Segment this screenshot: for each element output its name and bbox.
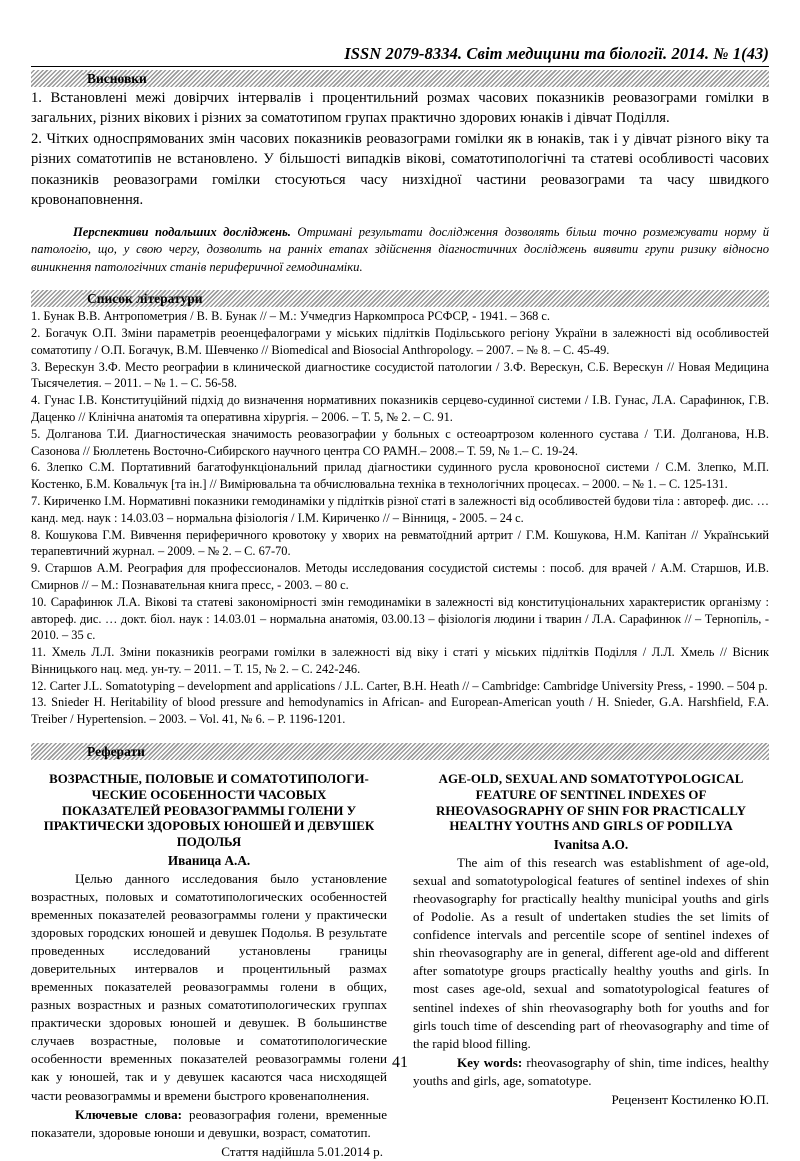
section-bar-conclusions-label: Висновки: [83, 70, 151, 87]
reference-item: 7. Кириченко І.М. Нормативні показники гемодинаміки у підлітків різної статі в залежності від особливостей будови тіла : автореф. дис. … канд. мед. наук : 14.03.03 – нормальна фізіологія / І.М. Кириченко // – Вінниця, - 2005. – 24 с.: [31, 493, 769, 525]
section-bar-abstracts-label: Реферати: [83, 743, 149, 760]
reference-item: 1. Бунак В.В. Антропометрия / В. В. Бунак // – М.: Учмедгиз Наркомпроса РСФСР, - 1941. – 368 с.: [31, 309, 551, 324]
abstract-en-author: Ivanitsa A.O.: [553, 837, 629, 853]
reference-item: 12. Carter J.L. Somatotyping – development and applications / J.L. Carter, B.H. Heath // – Cambridge: Cambridge University Press, - 1990. – 504 p.: [31, 678, 768, 693]
conclusions-list: [31, 88, 769, 211]
abstract-ru-body: Целью данного исследования было установление возрастных, половых и соматотипологических особенностей временных показателей реовазограммы голени у практически здоровых городских юношей и девушек Подолья. В результате проведенных исследований установлены границы доверительных интервалов и процентильный размах временных показателей реовазограммы голени в общих, разных возрастных и разных соматотипологических группах практически здоровых юношей и девушек. В большинстве случаев возрастные, половые и соматотипологические особенности временных показателей реовазограммы голени как у юношей, так и у девушек касаются часа нисходящей части реовазограммы и времени быстрого кровенаполнения.: [31, 870, 387, 1103]
running-head-rule: [31, 66, 769, 67]
section-bar-references-label: Список літератури: [83, 290, 207, 307]
abstract-en-keywords-text: rheovasography of shin, time indices, healthy youths and girls, age, somatotype.: [413, 1054, 770, 1088]
abstract-en-title: AGE-OLD, SEXUAL AND SOMATOTYPOLOGICAL FEATURE OF SENTINEL INDEXES OF RHEOVASOGRAPHY OF SHIN FOR PRACTICALLY HEALTHY YOUTHS AND GIRLS OF PODILLYA: [436, 772, 746, 834]
reference-item: 10. Сарафинюк Л.А. Вікові та статеві закономірності змін гемодинаміки в залежності від конституціональних характеристик організму : автореф. дис. … докт. біол. наук : 14.03.01 – нормальна анатомія, 03.00.13 – фізіологія людини і тварин / Л.А. Сарафинюк // – Тернопіль, - 2010. – 35 с.: [31, 594, 769, 643]
perspectives-paragraph: [31, 224, 769, 278]
page-number: 41: [392, 1054, 408, 1071]
page-content: [31, 44, 769, 1161]
running-head: ISSN 2079-8334. Світ медицини та біології. 2014. № 1(43): [344, 44, 769, 63]
reference-item: 13. Snieder H. Heritability of blood pressure and hemodynamics in African- and European-American youth / H. Snieder, G.A. Harshfield, F.A. Treiber / Hypertension. – 2003. – Vol. 41, № 6. – P. 1196-1201.: [31, 695, 769, 727]
reference-item: 8. Кошукова Г.М. Вивчення периферичного кровотоку у хворих на ревматоїдний артрит / Г.М. Кошукова, Н.М. Капітан // Український терапевтичний журнал. – 2009. – № 2. – С. 67-70.: [31, 527, 769, 559]
reference-item: 5. Долганова Т.И. Диагностическая значимость реовазографии у больных с остеоартрозом коленного сустава / Т.И. Долганова, Н.В. Сазонова // Бюллетень Восточно-Сибирского научного центра СО РАМН.– 2008.– Т. 59, № 1.– С. 19-24.: [31, 426, 769, 458]
abstract-en-keywords-label: Key words:: [457, 1054, 523, 1070]
abstract-english: [413, 772, 769, 1161]
abstract-ru-keywords-label: Ключевые слова:: [75, 1106, 183, 1122]
section-bar-references: [31, 290, 769, 307]
abstract-russian: [31, 772, 387, 1161]
section-bar-abstracts: [31, 743, 769, 760]
reference-item: 9. Старшов А.М. Реография для профессионалов. Методы исследования сосудистой системы : пособ. для врачей / А.М. Старшов, И.В. Смирнов // – М.: Познавательная книга пресс, - 2003. – 80 с.: [31, 561, 769, 592]
abstract-ru-title: ВОЗРАСТНЫЕ, ПОЛОВЫЕ И СОМАТОТИПОЛОГИ-ЧЕСКИЕ ОСОБЕННОСТИ ЧАСОВЫХ ПОКАЗАТЕЛЕЙ РЕОВАЗОГРАММЫ ГОЛЕНИ У ПРАКТИЧЕСКИ ЗДОРОВЫХ ЮНОШЕЙ И ДЕВУШЕК ПОДОЛЬЯ: [43, 772, 375, 850]
reference-item: 6. Злепко С.М. Портативний багатофункціональний прилад діагностики судинного русла кровоносної системи / С.М. Злепко, М.П. Костенко, Б.М. Ковальчук [та ін.] // Вимірювальна та обчислювальна техніка в технологічних процесах. – 2000. – № 1. – С. 125-131.: [31, 460, 769, 492]
abstracts-container: [31, 772, 769, 1161]
perspectives-text: Отримані результати дослідження дозволять більш точно розмежувати норму й патологію, що, у свою чергу, дозволить на ранніх етапах здійснення діагностичних досліджень виявити групи ризику відносно виникнення патологічних станів периферичної гемодинаміки.: [31, 224, 770, 275]
reference-item: 2. Богачук О.П. Зміни параметрів реоенцефалограми у міських підлітків Подільського регіону України в залежності від особливостей соматотипу / О.П. Богачук, В.М. Шевченко // Biomedical and Biosocial Anthropology. – 2007. – № 8. – С. 45-49.: [31, 325, 769, 357]
abstract-ru-footer: Стаття надійшла 5.01.2014 р.: [221, 1143, 383, 1159]
abstract-en-body: The aim of this research was establishment of age-old, sexual and somatotypological features of sentinel indexes of shin rheovasography for practically healthy municipal youths and girls of Podolie. As a result of undertaken studies the set limits of confidence intervals and percentile scope of sentinel indexes of shin rheovasography are in general, different age-old and different after somatotype groups practically healthy youths and girls. In most cases age-old, sexual and somatotypological features of sentinel indexes of shin rheovasography both for youths and for girls touch time of descending part of rheovasography and time of the rapid blood filling.: [413, 855, 769, 1051]
reference-item: 4. Гунас І.В. Конституційний підхід до визначення нормативних показників серцево-судинної системи / І.В. Гунас, Л.А. Сарафинюк, Г.В. Даценко // Клінічна анатомія та оперативна хірургія. – 2006. – Т. 5, № 2. – С. 91.: [31, 393, 769, 424]
section-bar-conclusions: [31, 70, 769, 87]
conclusion-item: 1. Встановлені межі довірчих інтервалів і процентильний розмах часових показників реовазограми гомілки в загальних, різних вікових і різних за соматотипом групах практично здорових юнаків і дівчат Поділля.: [31, 90, 769, 127]
perspectives-lead: Перспективи подальших досліджень.: [73, 224, 291, 239]
abstract-ru-author: Иваница А.А.: [167, 852, 251, 868]
abstract-ru-keywords: [31, 1106, 387, 1142]
abstract-ru-keywords-text: реовазография голени, временные показатели, здоровые юноши и девушки, возраст, соматотип.: [31, 1106, 388, 1140]
conclusion-item: 2. Чітких односпрямованих змін часових показників реовазограми гомілки як в юнаків, так і у дівчат різного віку та різних соматотипів не встановлено. У більшості випадків вікові, соматотипологічні та статеві особливості часових показників реовазограми гомілки стосуються часу низхідної частини реовазограми та часу швидкого кровонаповнення.: [31, 130, 769, 209]
reference-item: 3. Верескун З.Ф. Место реографии в клинической диагностике сосудистой патологии / З.Ф. Верескун, С.Б. Верескун // Новая Медицина Тысячелетия. – 2011. – № 1. – С. 56-58.: [31, 359, 769, 391]
abstract-en-footer: Рецензент Костиленко Ю.П.: [611, 1091, 769, 1107]
reference-item: 11. Хмель Л.Л. Зміни показників реограми гомілки в залежності від віку і статі у міських підлітків Поділля / Л.Л. Хмель // Вісник Вінницького нац. мед. ун-ту. – 2011. – Т. 15, № 2. – С. 242-246.: [31, 645, 769, 676]
references-list: [31, 308, 769, 728]
